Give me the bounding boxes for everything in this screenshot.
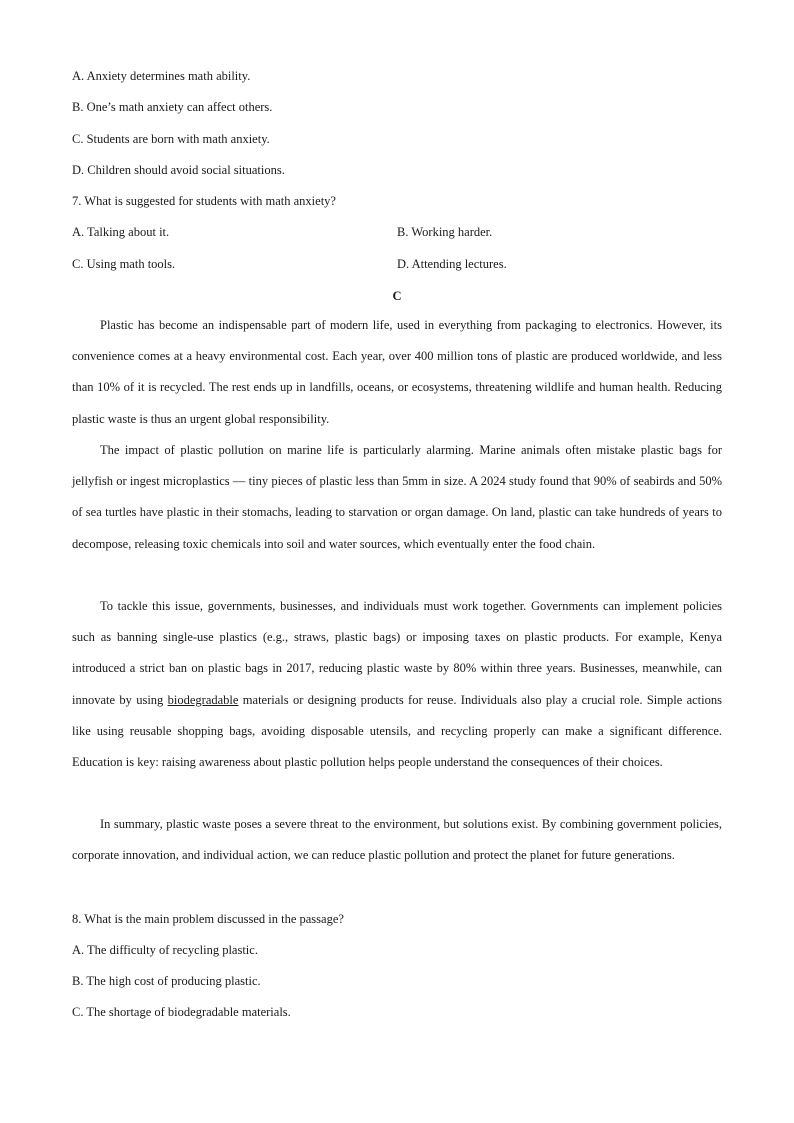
q8-option-a: A. The difficulty of recycling plastic.: [72, 943, 258, 957]
paragraph-3-text-end: materials or designing products for reuse. Individuals also play a crucial role. Simple actions like using reusable shopping bags, avoiding disposable utensils, and recycling properly can make a significant difference. Education is key: raising awareness about plastic pollution helps people understand the consequences of their choices.: [72, 692, 722, 770]
q6-option-d: D. Children should avoid social situations.: [72, 163, 285, 177]
passage-paragraph-2: The impact of plastic pollution on marine life is particularly alarming. Marine animals often mistake plastic bags for jellyfish or ingest microplastics — tiny pieces of plastic less than 5mm in size. A 2024 study found that 90% of seabirds and 50% of sea turtles have plastic in their stomachs, leading to starvation or organ damage. On land, plastic can take hundreds of years to decompose, releasing toxic chemicals into soil and water sources, which eventually enter the food chain.: [72, 443, 722, 551]
q7-question: 7. What is suggested for students with math anxiety?: [72, 194, 336, 208]
passage-paragraph-3: [72, 591, 722, 778]
q8-option-b: B. The high cost of producing plastic.: [72, 974, 261, 988]
passage-paragraph-4: In summary, plastic waste poses a severe threat to the environment, but solutions exist. By combining government policies, corporate innovation, and individual action, we can reduce plastic pollution and protect the planet for future generations.: [72, 817, 722, 863]
q7-option-a: A. Talking about it.: [72, 225, 170, 239]
q7-option-c: C. Using math tools.: [72, 257, 176, 271]
q6-option-b: B. One’s math anxiety can affect others.: [72, 100, 273, 114]
q8-question: 8. What is the main problem discussed in the passage?: [72, 912, 344, 926]
q7-option-b: B. Working harder.: [397, 225, 493, 239]
passage-paragraph-1: Plastic has become an indispensable part of modern life, used in everything from packaging to electronics. However, its convenience comes at a heavy environmental cost. Each year, over 400 million tons of plastic are produced worldwide, and less than 10% of it is recycled. The rest ends up in landfills, oceans, or ecosystems, threatening wildlife and human health. Reducing plastic waste is thus an urgent global responsibility.: [72, 318, 722, 426]
section-heading: C: [392, 289, 402, 303]
paragraph-3-text-start: To tackle this issue, governments, businesses, and individuals must work together. Governments can implement policies such as banning single-use plastics (e.g., straws, plastic bags) or imposing taxes on plastic products. For example, Kenya introduced a strict ban on plastic bags in 2017, reducing plastic waste by 80% within three years. Businesses, meanwhile, can innovate by using: [72, 599, 722, 707]
q8-option-c: C. The shortage of biodegradable materials.: [72, 1005, 291, 1019]
q6-option-a: A. Anxiety determines math ability.: [72, 69, 251, 83]
underlined-word: biodegradable: [167, 692, 239, 707]
q6-option-c: C. Students are born with math anxiety.: [72, 132, 270, 146]
q7-option-d: D. Attending lectures.: [397, 257, 507, 271]
